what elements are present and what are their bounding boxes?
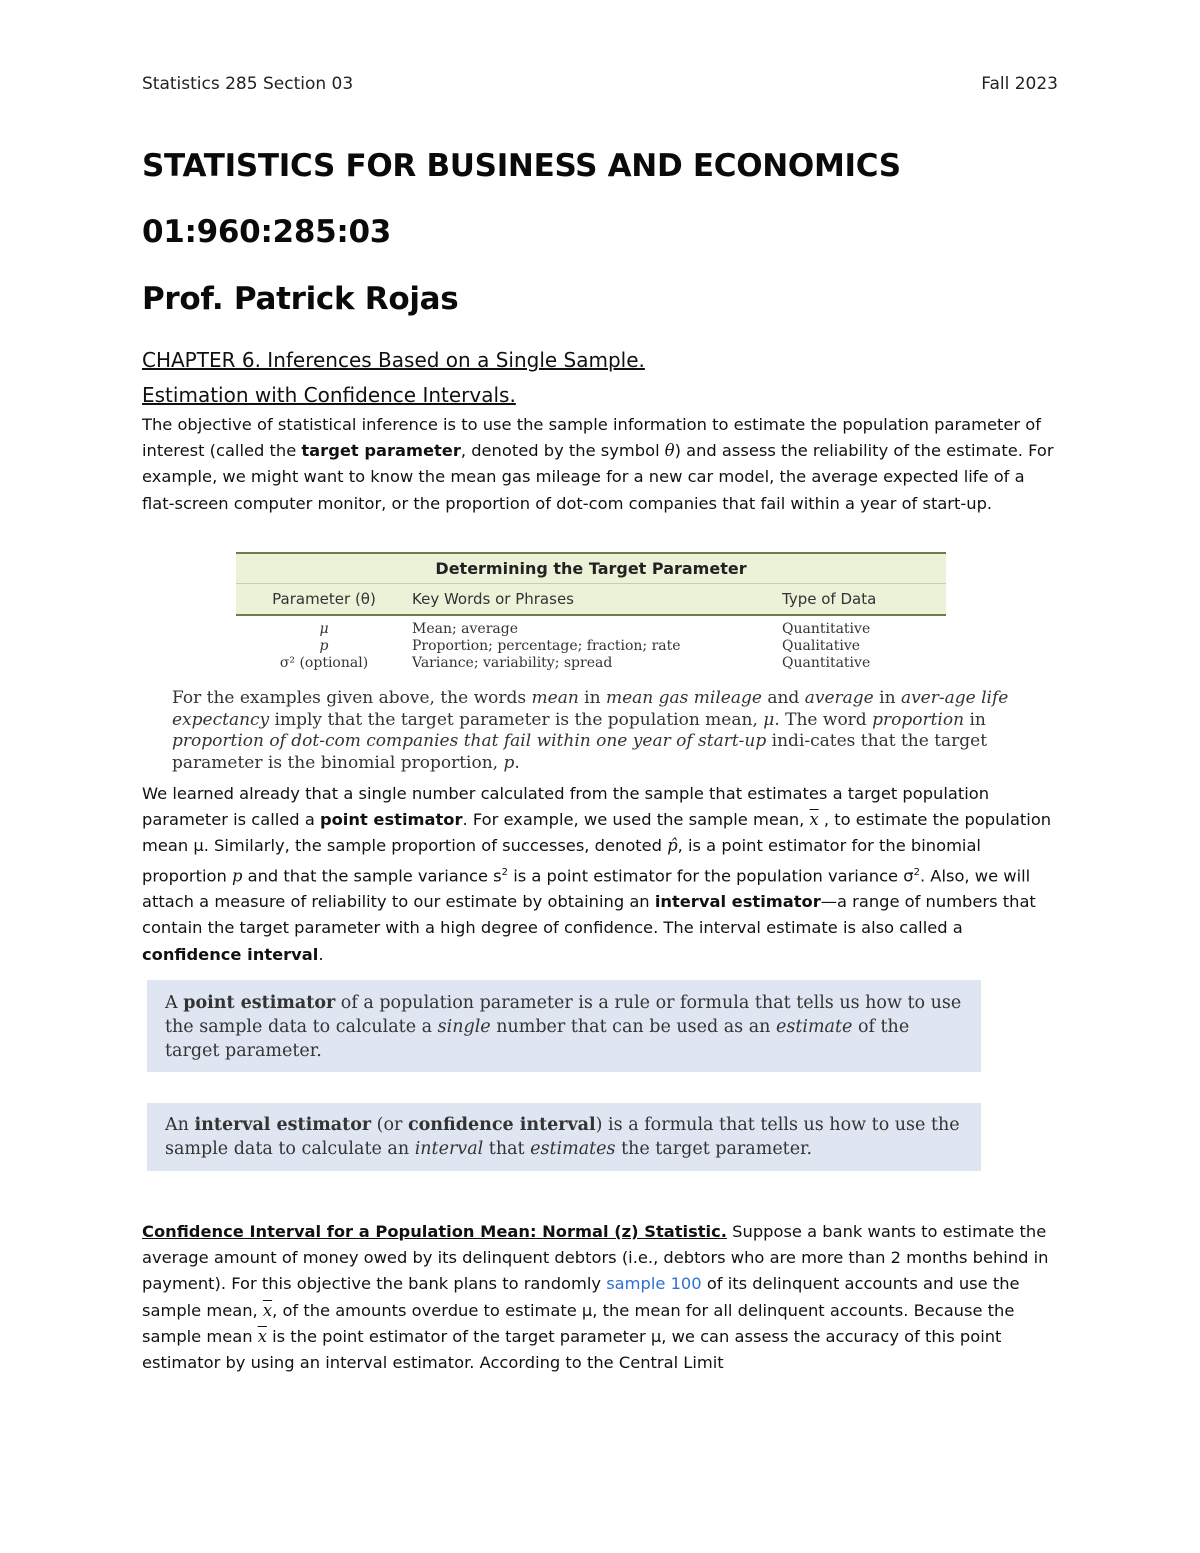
interval-estimator-definition: An interval estimator (or confidence interval) is a formula that tells us how to use the sample data to calculate an interval that estimates the target parameter. (147, 1103, 981, 1171)
header-term: Fall 2023 (981, 74, 1058, 94)
table-header-keywords: Key Words or Phrases (412, 590, 574, 608)
table-header-type: Type of Data (782, 590, 877, 608)
chapter-subtitle: Estimation with Confidence Intervals. (142, 383, 516, 407)
xbar-symbol: $\overline{x}$ (809, 810, 819, 830)
table-header-parameter: Parameter (θ) (272, 590, 376, 608)
chapter-title: CHAPTER 6. Inferences Based on a Single Sample. (142, 348, 645, 372)
table-row: σ² (optional) Variance; variability; spread Quantitative (279, 655, 871, 671)
intro-paragraph: The objective of statistical inference is to use the sample information to estimate the population parameter of interest (called the target parameter, denoted by the symbol θ) and assess the reliability of the estimate. For example, we might want to know the mean gas mileage for a new car model, the average expected life of a flat-screen computer monitor, or the proportion of dot-com companies that fail within a year of start-up. (142, 415, 1054, 513)
table-title: Determining the Target Parameter (236, 552, 946, 583)
confidence-interval-term: confidence interval (142, 944, 319, 964)
estimators-paragraph: We learned already that a single number calculated from the sample that estimates a target population parameter is called a point estimator. For example, we used the sample mean, $\overline{x}$ , to estimate the population mean μ. Similarly, the sample proportion of successes, denoted p̂, is a point estimator for the binomial proportion p and that the sample variance $s^2$ is a point estimator for the population variance $\sigma^2$. Also, we will attach a measure of reliability to our estimate by obtaining an interval estimator—a range of numbers that contain the target parameter with a high degree of confidence. The interval estimate is also called a confidence interval. (142, 784, 1052, 964)
document-title: STATISTICS FOR BUSINESS AND ECONOMICS (142, 148, 901, 184)
interval-estimator-term: interval estimator (654, 892, 821, 912)
target-parameter-term: target parameter (301, 441, 461, 461)
table-row: μ Mean; average Quantitative (319, 621, 871, 637)
table-header-row (236, 583, 946, 616)
theta-symbol: θ (664, 441, 675, 461)
ci-section-paragraph: Confidence Interval for a Population Mean: Normal (z) Statistic. Suppose a bank wants to estimate the average amount of money owed by its delinquent debtors (i.e., debtors who are more than 2 months behind in payment). For this objective the bank plans to randomly sample 100 of its delinquent accounts and use the sample mean, $\overline{x}$, of the amounts overdue to estimate μ, the mean for all delinquent accounts. Because the sample mean $\overline{x}$ is the point estimator of the target parameter μ, we can assess the accuracy of this point estimator by using an interval estimator. According to the Central Limit (142, 1222, 1049, 1373)
target-parameter-table (236, 552, 946, 672)
header-course: Statistics 285 Section 03 (142, 74, 354, 94)
point-estimator-term: point estimator (319, 810, 463, 830)
example-excerpt: For the examples given above, the words mean in mean gas mileage and average in aver-age life expectancy imply that the target parameter is the population mean, μ. The word proportion in proportion of dot-com companies that fail within one year of start-up indi-cates that the target parameter is the binomial proportion, p. (172, 688, 1009, 773)
professor-name: Prof. Patrick Rojas (142, 281, 459, 317)
table-row: p Proportion; percentage; fraction; rate Qualitative (319, 638, 861, 654)
phat-symbol: p̂ (667, 836, 678, 856)
ci-section-heading: Confidence Interval for a Population Mean: Normal (z) Statistic. (142, 1222, 727, 1241)
course-code: 01:960:285:03 (142, 214, 391, 250)
point-estimator-definition: A point estimator of a population parameter is a rule or formula that tells us how to use the sample data to calculate a single number that can be used as an estimate of the target parameter. (147, 980, 981, 1072)
sample-100-link[interactable]: sample 100 (606, 1274, 702, 1294)
